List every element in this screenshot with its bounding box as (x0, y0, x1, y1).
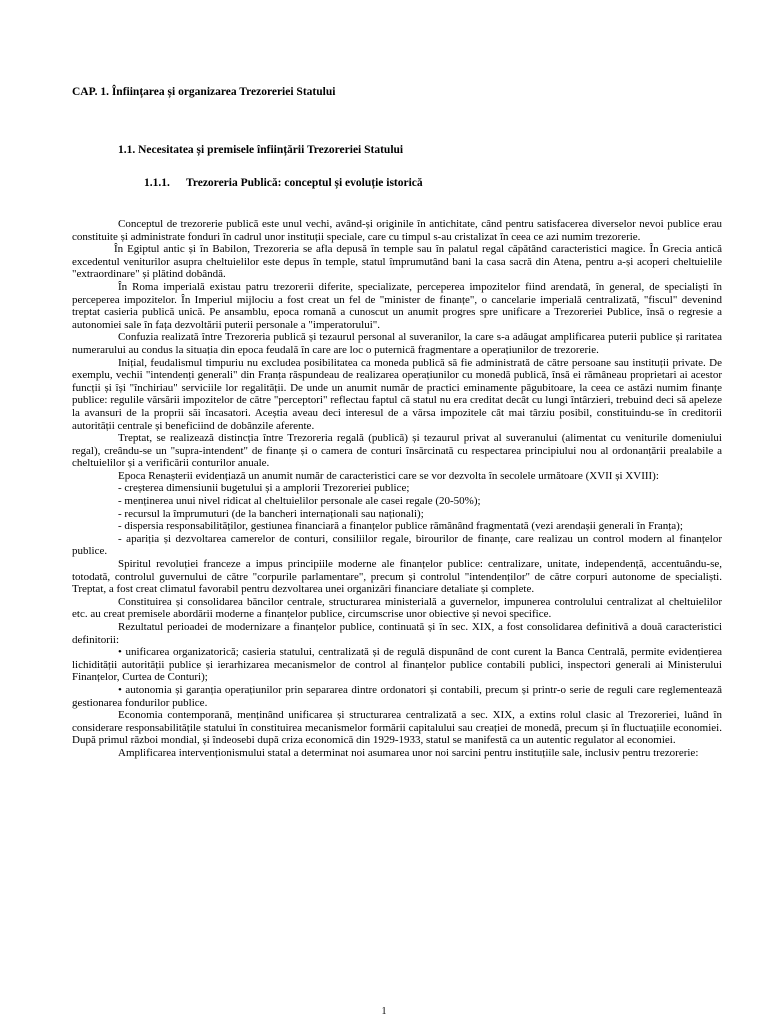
body-text (72, 218, 722, 760)
bullet-item: • unificarea organizatorică; casieria statului, centralizată și de regulă dispunând de cont curent la Banca Centrală, permite evidențierea lichidității autorității publice și ierarhizarea mecanismelor de control al finanțelor publice contabili publici, inspectori generali ai Ministerului Finanțelor, Curtea de Conturi); (72, 646, 722, 684)
list-item: - creșterea dimensiunii bugetului și a amplorii Trezoreriei publice; (118, 482, 410, 495)
list-item: - recursul la împrumuturi (de la bancheri internaționali sau naționali); (118, 507, 424, 520)
paragraph: În Roma imperială existau patru trezorerii diferite, specializate, perceperea impozitelor fiind arendată, în general, de specialiști în perceperea impozitelor. În Imperiul mijlociu a fost creat un fel de "minister de finanțe", o cancelarie imperială centralizată, "fiscul" devenind treptat casieria publică unică. Pe ansamblu, epoca romană a cunoscut un anumit progres spre unificare a Trezoreriei Publice, însă o regresie a autonomiei sale în fața dezvoltării puterii personale a "imperatorului". (72, 280, 722, 331)
paragraph: Conceptul de trezorerie publică este unul vechi, având-și originile în antichitate, când pentru satisfacerea diverselor nevoi publice erau constituite și administrate fonduri în cadrul unor instituții speciale, care cu timpul s-au cristalizat în ceea ce azi numim trezorerie. (72, 218, 722, 243)
subsection-title: Trezoreria Publică: conceptul și evoluție istorică (186, 177, 423, 189)
page-number: 1 (381, 1006, 387, 1017)
paragraph: Constituirea și consolidarea băncilor centrale, structurarea ministerială a guvernelor, impunerea controlului centralizat al cheltuielilor etc. au creat premisele abordării moderne a finanțelor publice, circumscrise unor obiective și nevoi specifice. (72, 595, 722, 621)
paragraph: În Egiptul antic și în Babilon, Trezoreria se afla depusă în temple sau în palatul regal căpătând caracteristici magice. În Grecia antică excedentul veniturilor asupra cheltuielilor este depus în temple, statul împrumutând bani la casa sacră din Atena, pentru a-și acoperi cheltuielile "extraordinare" și plătind dobândă. (72, 243, 722, 281)
chapter-title: CAP. 1. Înființarea și organizarea Trezoreriei Statului (72, 86, 336, 98)
paragraph: Confuzia realizată între Trezoreria publică și tezaurul personal al suveranilor, la care s-a adăugat amplificarea puterii publice și raritatea numerarului au condus la situația din epoca feudală în care are loc o puternică fragmentare a operațiunilor de trezorerie. (72, 331, 722, 356)
paragraph: Epoca Renașterii evidențiază un anumit număr de caracteristici care se vor dezvolta în secolele următoare (XVII și XVIII): (118, 469, 659, 482)
paragraph: Treptat, se realizează distincția între Trezoreria regală (publică) și tezaurul privat al suveranului (alimentat cu veniturile domeniului regal), creându-se un "supra-intendent" de finanțe și o camera de conturi însărcinată cu respectarea principiului nou al ordonanțării prealabile a cheltuielilor și a verificării conturilor anuale. (72, 432, 722, 470)
subsection-number: 1.1.1. (144, 177, 170, 189)
paragraph: Economia contemporană, menținând unificarea și structurarea centralizată a sec. XIX, a extins rolul clasic al Trezoreriei, luând în considerare responsabilitățile statului în constituirea mecanismelor formării capitalului sau creației de monedă, precum și în fluctuațiile economiei. După primul război mondial, și îndeosebi după criza economică din 1929-1933, statul se manifestă ca un autentic regulator al economiei. (72, 709, 722, 747)
list-item: - dispersia responsabilităților, gestiunea financiară a finanțelor publice rămânând fragmentată (vezi arendașii generali în Franța); (118, 520, 683, 533)
subsection-heading (144, 177, 423, 189)
paragraph: Rezultatul perioadei de modernizare a finanțelor publice, continuată și în sec. XIX, a fost consolidarea definitivă a două caracteristici definitorii: (72, 621, 722, 646)
paragraph: Amplificarea intervenționismului statal a determinat noi asumarea unor noi sarcini pentru instituțiile sale, inclusiv pentru trezorerie: (118, 746, 699, 759)
paragraph: Inițial, feudalismul timpuriu nu excludea posibilitatea ca moneda publică să fie administrată de către persoane sau instituții private. De exemplu, vechii "intendenți generali" din Franța răspundeau de realizarea operațiunilor cu monedă publică, însă ei rămâneau proprietari ai acestor funcții și își "închiriau" serviciile lor regalității. De unde un anumit număr de practici eminamente păgubitoare, la ceea ce astăzi numim finanțe publice: regulile vărsării impozitelor de către "perceptori" reflectau faptul că statul nu era creditat decât cu lungi întârzieri, trebuind deci să apeleze la avansuri de la proprii săi încasatori. Aceștia aveau deci interesul de a vărsa impozitele cât mai târziu posibil, constituindu-se în creditorii autorității centrale și beneficiind de dobânzile aferente. (72, 356, 722, 432)
list-item: - apariția și dezvoltarea camerelor de conturi, consiliilor regale, birourilor de finanțe, care realizau un control modern al finanțelor publice. (72, 532, 722, 558)
list-item: - menținerea unui nivel ridicat al cheltuielilor personale ale casei regale (20-50%); (118, 495, 481, 508)
bullet-item: • autonomia și garanția operațiunilor prin separarea dintre ordonatori și contabili, precum și printr-o serie de reguli care reglementează gestionarea fondurilor publice. (72, 683, 722, 709)
section-title: 1.1. Necesitatea și premisele înființării Trezoreriei Statului (118, 144, 404, 156)
paragraph: Spiritul revoluției franceze a impus principiile moderne ale finanțelor publice: centralizare, unitate, independență, accentuându-se, totodată, controlul guvernului de către "corpurile parlamentare", precum și controlul "intendenților" de către corpuri autonome de specialiști. Treptat, a fost creat climatul favorabil pentru dezvoltarea unei organizări financiare detaliate și complete. (72, 558, 722, 596)
